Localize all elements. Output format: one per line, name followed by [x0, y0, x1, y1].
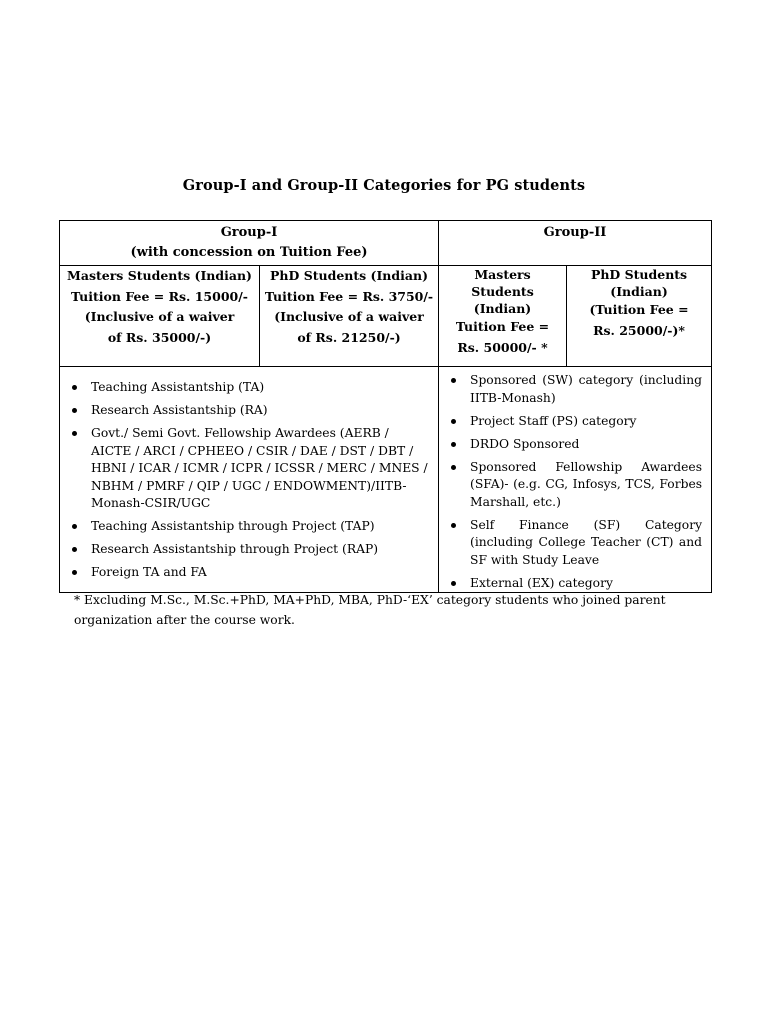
group2-heading: Group-II — [543, 225, 607, 240]
fee-line: Masters — [474, 267, 531, 282]
group1-category-list — [60, 379, 438, 582]
group2-category-list — [439, 372, 711, 592]
group2-masters-cell — [439, 266, 567, 367]
list-item: Sponsored Fellowship Awardees (SFA)- (e.g. CG, Infosys, TCS, Forbes Marshall, etc.) — [439, 459, 711, 512]
group2-header-cell — [439, 221, 712, 266]
list-item: Foreign TA and FA — [60, 564, 438, 582]
fee-line: Tuition Fee = Rs. 3750/- — [264, 288, 434, 304]
footnote: * Excluding M.Sc., M.Sc.+PhD, MA+PhD, MBA, PhD-‘EX’ category students who joined parent organization after the course work. — [74, 593, 666, 627]
group1-heading: Group-I — [220, 225, 278, 240]
fee-line: PhD Students (Indian) — [270, 268, 428, 283]
list-item: Teaching Assistantship through Project (TAP) — [60, 518, 438, 536]
fee-line: (Inclusive of a waiver — [84, 309, 235, 324]
list-item: Project Staff (PS) category — [439, 413, 711, 431]
group2-phd-cell — [567, 266, 712, 367]
list-item: Self Finance (SF) Category (including College Teacher (CT) and SF with Study Leave — [439, 517, 711, 570]
list-item: External (EX) category — [439, 575, 711, 593]
fee-line: Masters Students (Indian) — [67, 268, 252, 283]
fee-line: Rs. 25000/-)* — [593, 322, 685, 338]
list-item: DRDO Sponsored — [439, 436, 711, 454]
group1-phd-cell — [260, 266, 439, 367]
fee-line: of Rs. 35000/-) — [107, 329, 212, 345]
group-header-row — [60, 221, 712, 266]
group2-list-cell — [439, 367, 712, 593]
fee-line: (Inclusive of a waiver — [274, 309, 424, 324]
fee-line: Rs. 50000/- * — [457, 339, 548, 355]
fee-line: Students — [471, 284, 534, 299]
group1-masters-cell — [60, 266, 260, 367]
list-item: Govt./ Semi Govt. Fellowship Awardees (AERB / AICTE / ARCI / CPHEEO / CSIR / DAE / DST / DBT / HBNI / ICAR / ICMR / ICPR / ICSSR / MERC / MNES / NBHM / PMRF / QIP / UGC / ENDOWMENT)/IITB-Monash-CSIR/UGC — [60, 425, 438, 513]
category-list-row — [60, 367, 712, 593]
group1-subheading: (with concession on Tuition Fee) — [130, 245, 368, 260]
group1-list-cell — [60, 367, 439, 593]
fee-line: (Indian) — [473, 301, 532, 316]
fee-line: (Tuition Fee = — [589, 302, 689, 317]
group1-header-cell — [60, 221, 439, 266]
fee-line: Tuition Fee = Rs. 15000/- — [71, 288, 248, 304]
page-title: Group-I and Group-II Categories for PG students — [182, 177, 586, 194]
list-item: Research Assistantship (RA) — [60, 402, 438, 420]
list-item: Teaching Assistantship (TA) — [60, 379, 438, 397]
fee-line: Tuition Fee = — [455, 319, 550, 334]
fee-line: of Rs. 21250/-) — [297, 329, 401, 345]
fee-line: PhD Students — [590, 267, 688, 282]
list-item: Research Assistantship through Project (RAP) — [60, 541, 438, 559]
fee-row — [60, 266, 712, 367]
fee-line: (Indian) — [610, 284, 668, 299]
list-item: Sponsored (SW) category (including IITB-Monash) — [439, 372, 711, 407]
categories-table — [59, 220, 712, 593]
